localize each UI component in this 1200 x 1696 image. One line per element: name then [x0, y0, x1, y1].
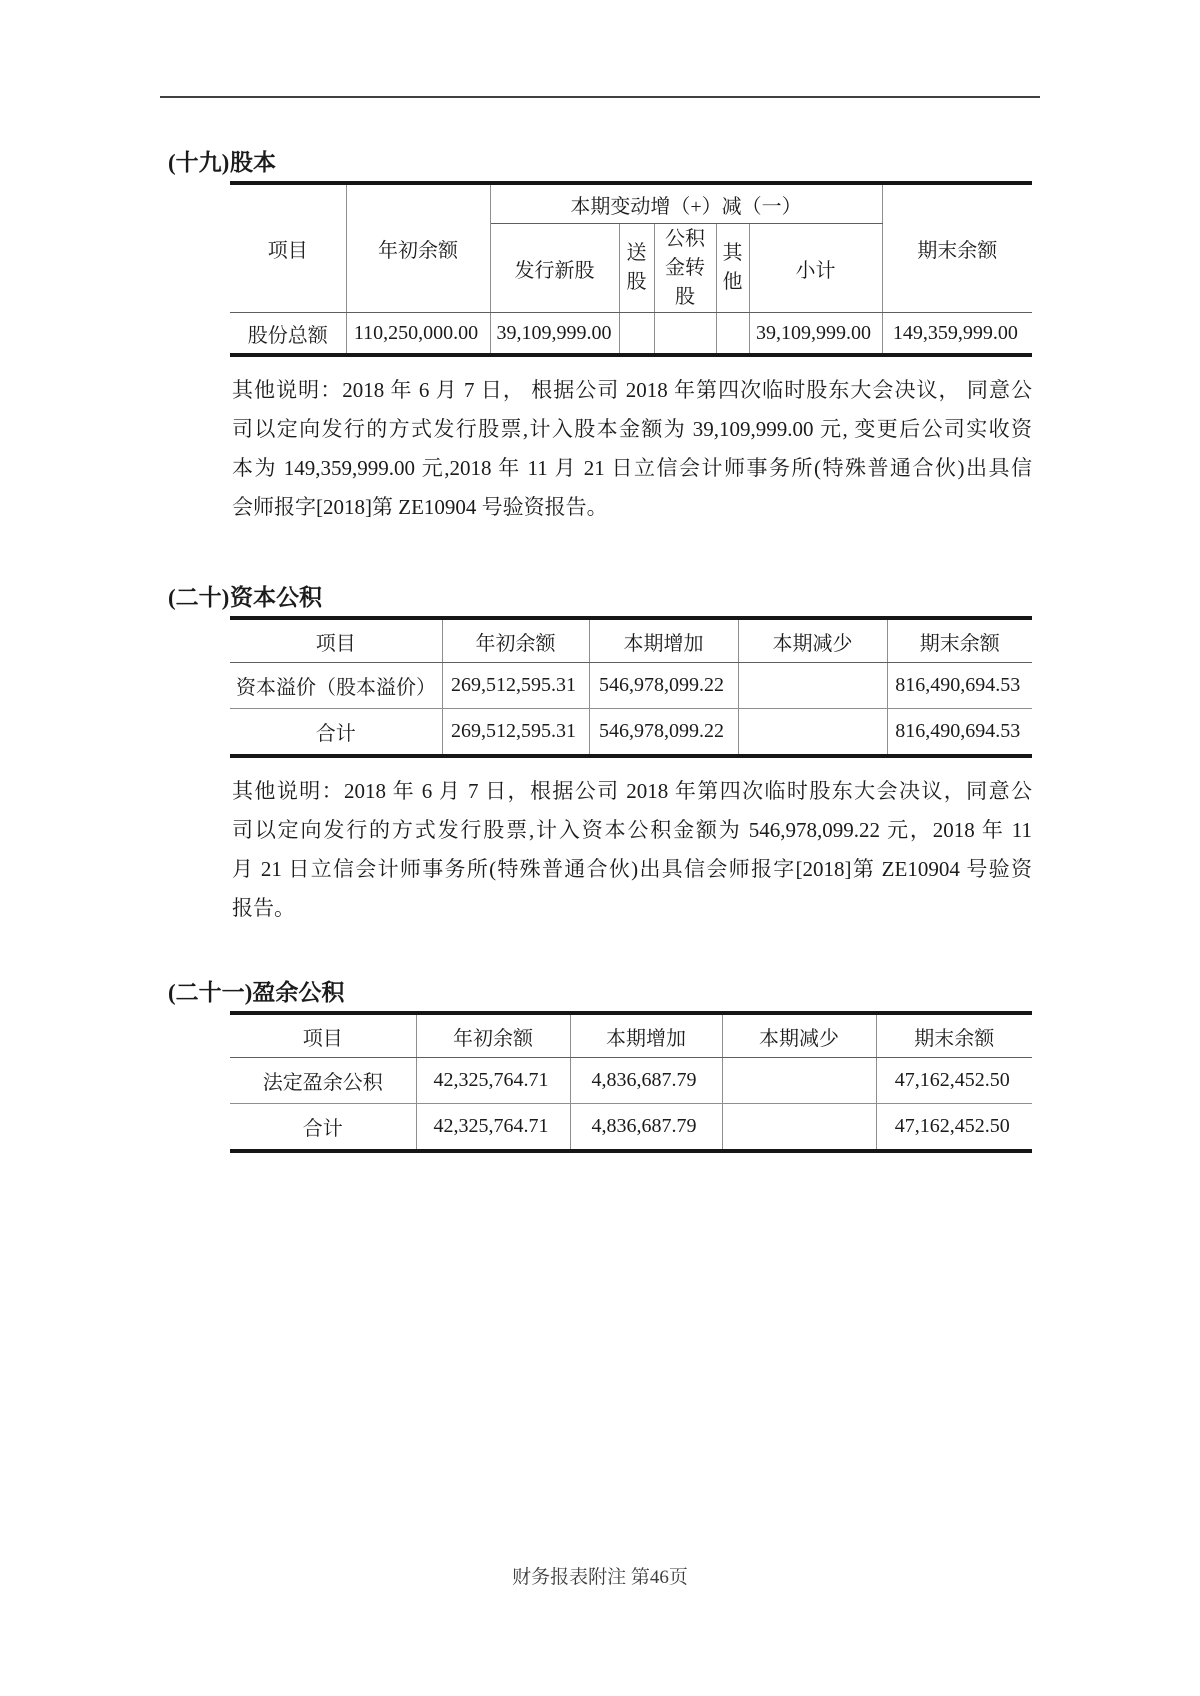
share-capital-table	[230, 181, 1032, 357]
data-cell	[722, 1058, 876, 1104]
header-cell-end-balance: 期末余额	[887, 618, 1032, 663]
note-line: 司以定向发行的方式发行股票,计入资本公积金额为 546,978,099.22 元，2018 年 11	[232, 818, 1032, 842]
data-cell: 269,512,595.31	[442, 709, 589, 757]
data-cell	[722, 1104, 876, 1152]
header-cell-reserve-conversion: 公积金转股	[654, 224, 716, 313]
page-content	[168, 146, 1034, 1153]
data-cell: 816,490,694.53	[887, 663, 1032, 709]
data-cell: 546,978,099.22	[589, 663, 738, 709]
table-row	[230, 1104, 1032, 1152]
header-cell-begin-balance: 年初余额	[346, 183, 490, 313]
header-cell-other: 其他	[716, 224, 749, 313]
header-cell-end-balance: 期末余额	[882, 183, 1032, 313]
header-cell-item: 项目	[230, 1013, 416, 1058]
header-cell-end-balance: 期末余额	[876, 1013, 1032, 1058]
row-label: 合计	[230, 1104, 416, 1152]
data-cell: 42,325,764.71	[416, 1058, 570, 1104]
table-row	[230, 663, 1032, 709]
section-title: 资本公积	[230, 585, 322, 610]
row-label: 资本溢价（股本溢价）	[230, 663, 442, 709]
header-cell-bonus-shares: 送股	[619, 224, 654, 313]
row-label: 合计	[230, 709, 442, 757]
data-cell: 4,836,687.79	[570, 1058, 722, 1104]
data-cell: 39,109,999.00	[749, 313, 882, 356]
section-heading-capital-reserve	[168, 581, 1034, 615]
note-line: 其他说明：2018 年 6 月 7 日， 根据公司 2018 年第四次临时股东大会决议， 同意公	[232, 378, 1032, 402]
data-cell: 269,512,595.31	[442, 663, 589, 709]
data-cell	[654, 313, 716, 356]
capital-reserve-table	[230, 616, 1032, 758]
header-cell-increase: 本期增加	[570, 1013, 722, 1058]
data-cell: 4,836,687.79	[570, 1104, 722, 1152]
data-cell	[738, 663, 887, 709]
section-heading-surplus-reserve	[168, 976, 1034, 1010]
header-cell-decrease: 本期减少	[722, 1013, 876, 1058]
data-cell: 47,162,452.50	[876, 1058, 1032, 1104]
table-row	[230, 709, 1032, 757]
table-row	[230, 1058, 1032, 1104]
header-cell-item: 项目	[230, 618, 442, 663]
data-cell	[619, 313, 654, 356]
header-cell-begin-balance: 年初余额	[416, 1013, 570, 1058]
section-title: 盈余公积	[252, 980, 345, 1005]
section-heading-share-capital	[168, 146, 1034, 180]
data-cell: 47,162,452.50	[876, 1104, 1032, 1152]
data-cell: 42,325,764.71	[416, 1104, 570, 1152]
note-line: 月 21 日立信会计师事务所(特殊普通合伙)出具信会师报字[2018]第 ZE10904 号验资	[232, 857, 1032, 881]
note-paragraph-share-capital	[232, 371, 1032, 527]
data-cell	[716, 313, 749, 356]
surplus-reserve-table	[230, 1011, 1032, 1153]
note-line: 其他说明：2018 年 6 月 7 日，根据公司 2018 年第四次临时股东大会决议，同意公	[232, 779, 1032, 803]
header-rule	[160, 96, 1040, 98]
section-number: (二十一)	[168, 980, 253, 1005]
note-line: 会师报字[2018]第 ZE10904 号验资报告。	[232, 495, 608, 519]
page-footer: 财务报表附注 第46页	[512, 1567, 688, 1588]
header-cell-item: 项目	[230, 183, 346, 313]
data-cell: 149,359,999.00	[882, 313, 1032, 356]
header-cell-change-group: 本期变动增（+）减（一）	[490, 183, 882, 224]
row-label: 股份总额	[230, 313, 346, 356]
header-cell-begin-balance: 年初余额	[442, 618, 589, 663]
section-title: 股本	[230, 150, 276, 175]
data-cell	[738, 709, 887, 757]
note-line: 报告。	[232, 896, 295, 920]
data-cell: 546,978,099.22	[589, 709, 738, 757]
table-row	[230, 313, 1032, 356]
header-cell-decrease: 本期减少	[738, 618, 887, 663]
note-line: 本为 149,359,999.00 元,2018 年 11 月 21 日立信会计师事务所(特殊普通合伙)出具信	[232, 456, 1032, 480]
data-cell: 816,490,694.53	[887, 709, 1032, 757]
header-cell-subtotal: 小计	[749, 224, 882, 313]
data-cell: 110,250,000.00	[346, 313, 490, 356]
section-number: (十九)	[168, 150, 230, 175]
data-cell: 39,109,999.00	[490, 313, 619, 356]
section-number: (二十)	[168, 585, 230, 610]
note-line: 司以定向发行的方式发行股票,计入股本金额为 39,109,999.00 元, 变更后公司实收资	[232, 417, 1032, 441]
header-cell-increase: 本期增加	[589, 618, 738, 663]
header-cell-new-shares: 发行新股	[490, 224, 619, 313]
row-label: 法定盈余公积	[230, 1058, 416, 1104]
note-paragraph-capital-reserve	[232, 772, 1032, 928]
